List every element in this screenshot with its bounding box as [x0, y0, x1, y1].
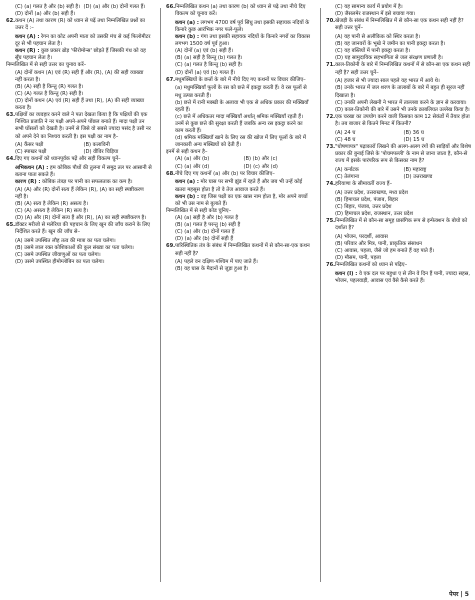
question-text: कथन (A) तथा कारण (R) को ध्यान से पढ़ें तथा निम्नलिखित प्रश्नों का उत्तर दें :– [15, 18, 145, 32]
answer-option: (B) (A) सही है किन्तु (R) गलत है। [15, 83, 84, 90]
question-number: 66. [166, 4, 176, 10]
instruction-text: इनमें से सही कथन है– [166, 149, 208, 156]
column-right [326, 4, 472, 285]
statement-text: कोबिक तंत्रज्ञ पर पानी का सफलताक का कम है। [40, 179, 133, 186]
question-text: डॉक्टर मरीजो से मलेरिया की पहचान के लिए खून की जाँच कराने के लिए निर्देशित करते हैं। खून की जाँच से– [15, 222, 150, 236]
statement-text: मोर घास पर सभी झुंड में रहते हैं और जब भी उन्हें कोई खतरा महसूस होता है तो वे तेज आवाज करते हैं। [175, 179, 303, 193]
question-number: 68. [166, 170, 176, 177]
question-text: "घोषणापत्र" पढ़ाकारों लिखने की अलग-अलग रंगों की साड़ियों और विशेष प्रकार की बुनाई जिसे के 'पोचमपल्ली' के नाम से जाना जाता है, कौन-से राज्य में इसके पारंपरिक रूप से किसका नाम है? [335, 143, 471, 165]
question-number: 73. [326, 143, 336, 150]
answer-option: (D) हिमाचल प्रदेश, राजस्थान, उत्तर प्रदेश [335, 211, 414, 218]
answer-option: (D) जैसलमेर राजस्थान में इसे बचाया गया। [335, 11, 416, 18]
statement [6, 34, 152, 48]
answer-option: (C) आवास, पहला, जैसे जो हम बनाते हैं वह पाते हैं। [335, 248, 435, 255]
answer-option: (b) छत्ते में रानी मक्खी के अलावा भी एक से अधिक प्रकार की मक्खियाँ रहती हैं। [175, 99, 309, 113]
column-left [6, 4, 152, 266]
statement [6, 48, 152, 62]
answer-option: (D) यह सामुदायिक सहभागिता से जल संरक्षण प्रणाली है। [335, 55, 443, 62]
answer-option: (C) (a) गलत है और (b) सही है। [15, 4, 81, 10]
column-divider [160, 8, 161, 582]
answer-option: (D) (a) और (b) दोनों सही हैं [175, 236, 234, 243]
answer-option: (C) स्पाखर पक्षी [15, 149, 47, 156]
question-text: खेजड़ी के संबंध में निम्नलिखित में से कौन-सा एक कथन सही नहीं है? सही उत्तर चुनें– [335, 18, 464, 32]
answer-option: (A) (A) और (R) दोनों सत्य हैं लेकिन (R), (A) का सही स्पष्टीकरण नहीं है। [15, 186, 144, 200]
answer-option: (C) उनकी अपनी लेखनी ने भारत में ताल्लबा करने के ज्ञान से करवाया। [335, 99, 467, 106]
instruction-text: निम्नलिखित में से सही कोड चुनिए– [166, 207, 232, 214]
answer-option: (C) (a) गलत है किन्तु (b) सही है। [175, 62, 243, 69]
question [326, 181, 472, 188]
question-number: 67. [166, 76, 176, 83]
answer-option: (B) परिवार और मित्र, पानी, प्राकृतिक संसाधन [335, 241, 423, 248]
answer-option: (D) (A) और (R) दोनों सत्य हैं और (R), (A) का सही स्पष्टीकरण है। [15, 214, 147, 221]
statement-text: वह जिस पक्षी का एक खास नाम होता है, मोर अपने बच्चों को भी उस नाम से बुलाते हैं। [175, 193, 308, 207]
answer-option: (D) दोनों (a) एवं (b) गलत हैं। [175, 69, 236, 76]
statement [6, 165, 152, 179]
question-text: निम्नलिखित कथन (a) तथा कारण (b) को ध्यान से पढ़े तथा नीचे दिए विकल्प को चुनाव करें। [175, 4, 306, 18]
answer-option: (A) (a) और (b) [175, 156, 210, 163]
answer-options-grid [6, 142, 152, 156]
question-number: 71. [326, 62, 336, 69]
answer-option: (C) (a) और (b) दोनों गलत हैं [175, 229, 235, 236]
question-text: निम्नलिखित कथनों को ध्यान से पढ़िए– [335, 262, 408, 269]
answer-option: (D) उत्तराखण्ड [403, 173, 433, 180]
answer-option: (D) वीविर चिड़िया [83, 149, 119, 156]
question [326, 62, 472, 76]
answer-option: (c) छत्ते में अधिकतर मादा मक्खियाँ अर्थात् श्रमिक मक्खियाँ रहती हैं। उनमें से कुछ छत्ते की सुरक्षा करती हैं जबकि अन्य रस इकट्ठा करने का काम करती हैं। [175, 113, 303, 135]
page-footer: पेपर | 5 [449, 591, 469, 598]
question-text: एक चरखा का उपयोग करने वाली किसका काम 12 सेकंडों में तैयार होता है। तब बाजार से कितने मिनट में कितनी? [335, 113, 470, 127]
column-middle [166, 4, 312, 273]
answer-option: (B) यह घास के मैदानों से जुड़ा हुआ है। [175, 266, 249, 273]
answer-option: (A) पहले वन दक्षिण-पश्चिम में पाए जाते हैं। [175, 259, 258, 266]
answer-option: (A) दोनों (a) एवं (b) सही हैं। [175, 48, 233, 55]
answer-option: (A) दोनों कथन (A) एवं (R) सही हैं और (R), (A) की सही व्याख्या नहीं करता है। [15, 69, 144, 83]
question-number: 76. [326, 262, 336, 269]
answer-option: (B) (A) सत्य है लेकिन (R) असत्य है। [15, 200, 88, 207]
answer-option: (D) (c) और (d) [243, 163, 278, 170]
answer-option: (D) 15 घ [403, 136, 425, 143]
answer-option: (B) (b) और (c) [243, 156, 278, 163]
statement [166, 20, 312, 34]
statement-label: अभिकथन (A) : [15, 165, 49, 172]
question-text: नीचे दिए गए कथनों (a) और (b) पर विचार कीजिए– [175, 170, 275, 177]
answer-option: (C) (A) असत्य है लेकिन (R) सत्य है। [15, 207, 88, 214]
question-number: 64. [6, 156, 16, 163]
answer-option: (B) (a) सही है किन्तु (b) गलत है। [175, 55, 243, 62]
question-text: दिए गए कथनों को ध्यानपूर्वक पढ़ें और सही विकल्प चुनें– [15, 156, 121, 163]
answer-option: (D) मौसम, पानी, पहला [335, 255, 381, 262]
answer-option: (D) दोनों (a) और (b) सही हैं। [15, 11, 76, 18]
answer-option: (A) उसमे उपस्थित लौह तत्व की मात्रा का पता चलेगा। [15, 237, 116, 244]
answer-option: (B) कलाविनी [83, 142, 110, 149]
statement [326, 271, 472, 285]
answer-option: (D) (a) और (b) दोनों गलत हैं। [83, 4, 146, 10]
question-number: 74. [326, 181, 336, 187]
question [6, 156, 152, 163]
question [6, 18, 152, 32]
column-divider [320, 8, 321, 582]
statement-text: वे एक दल पर बहुधा ए से तीन वे दिन हैं पानी, ज्यादा सहस्र, भोजन, पहलवाड़ी, आवास एवं वैसे कैसे करते हैं। [335, 271, 470, 285]
question [166, 4, 312, 18]
question-text: पारिस्थितिक तंत्र के संबंध में निम्नलिखित कथनों में से कौन-सा-एक कथन सही नहीं है? [175, 243, 310, 257]
answer-option: (B) उसमे लाल रक्त कोशिकाओं की कुल संख्या का पता चलेगा। [15, 244, 134, 251]
question [6, 112, 152, 140]
statement-label: कथन (R) : [15, 48, 40, 55]
question-text: निम्नलिखित में से कौन-सा समूह प्रासंगिक रूप से इन्फेक्शन के बोयो को दर्शाता है? [335, 218, 468, 232]
question-text: पक्षियों का व्यवहार करने वाले ने पता देखता किया है कि पक्षियों की एक निश्चित प्रजाति ने नर पक्षी अपने-अपने पोंछल बनाते हैं। मादा पक्षी उन सभी घोंसलों को देखती है। उनमें से जिसे वो सबसे ज्यादा पसंद है उसी नर को अपने देने का निश्चय करती है। इस पक्षी का नाम है– [15, 112, 151, 140]
statement-text: हम कोबिक पौधों की तुलना में समुद्र तल पर आसानी से बताना पाता सकते हैं। [15, 165, 152, 179]
question-number: 69. [166, 243, 176, 250]
answer-option: (C) (A) गलत है किन्तु (R) सही है। [15, 90, 84, 97]
answer-option: (C) बिहार, पंजाब, उत्तर प्रदेश [335, 203, 392, 210]
answer-option: (A) कर्नाटक [335, 166, 359, 173]
statement [6, 179, 152, 186]
answer-option: (C) यह सामान्य कार्य में प्रयोग में है। [335, 4, 403, 10]
answer-option: (C) तेलंगाना [335, 173, 360, 180]
statement-label: कारण (R) : [15, 179, 41, 186]
answer-option: (C) उसमे उपस्थित जीवाणुओं का पता चलेगा। [15, 252, 101, 259]
answer-option: (C) (a) और (d) [175, 163, 210, 170]
statement [166, 194, 312, 208]
question [326, 114, 472, 128]
answer-option: (d) श्रमिक मक्खियाँ खाने के लिए रस की खोज में लिए फूलों के बारे में जानकारी अन्य मक्खियों को देती हैं। [175, 135, 306, 149]
answer-option: (B) (a) गलत है परन्तु (b) सही है [175, 222, 241, 229]
statement [166, 179, 312, 193]
question-number: 72. [326, 113, 336, 120]
statement-text: गंगा तथा इसकी सहायक नदियों के किनारे नगरों का विकास लगभग 1500 वर्ष पूर्व हुआ। [175, 34, 311, 48]
question [326, 262, 472, 269]
statement-text: कुछ प्रकार ब्रोड़ 'फीरोमोन्स' छोड़ते हैं जिसकी गंध को वह सूँघ पहचान लेता है। [15, 48, 146, 62]
statement-label: कथन (b) : [175, 193, 200, 200]
question [326, 144, 472, 165]
question [326, 218, 472, 232]
answer-option: (A) हजार से भी ज्यादा साल पहले यह भारत में आये थे। [335, 78, 440, 85]
question-number: 63. [6, 112, 16, 119]
question-number: 65. [6, 222, 16, 229]
statement-label: कथन (I) : [335, 271, 358, 278]
answer-option: (C) यह बस्तियों में पानी इकट्ठा करता है। [335, 48, 411, 55]
answer-option: (A) यह पानी से अलौकिक को स्थिर करता है। [335, 34, 421, 41]
question [6, 222, 152, 236]
answer-option: (B) यह जानवरों के भूखे ने जमीन का पानी इकट्ठा करता है। [335, 41, 446, 48]
statement [166, 34, 312, 48]
statement-text: लगभग 4700 वर्ष पूर्व सिंधु तथा इसकी सहायक नदियों के किनारे कुछ आरंभिक नगर फले-फूले। [175, 19, 310, 33]
answer-options-grid [166, 156, 312, 170]
instruction-text: निम्नलिखित में से सही उत्तर का चुनाव करें– [6, 62, 87, 69]
statement-label: कथन (a) : [175, 179, 199, 186]
answer-option: (D) दोनों कथन (A) एवं (R) सही हैं तथा (R), (A) की सही व्याख्या करता है। [15, 98, 145, 112]
answer-option: (B) उनके भारत में जल शरण के तालाबों के बारे में बहुत ही सूरज नहीं दिखाता है। [335, 85, 465, 99]
answer-option: (B) महाराष्ट्र [403, 166, 427, 173]
answer-option: (D) काल-तिकोनी की बारे में उसने भी उनके क़ाबलियत उल्लेख किया है। [335, 106, 470, 113]
statement-label: कथन (A) : [15, 34, 40, 41]
question-number: 62. [6, 18, 16, 25]
answer-option: (A) भोजन, परदर्शी, आवास [335, 233, 388, 240]
question-text: मधुमक्खियों के छत्तों के बारे में नीचे दिए गए कथनों पर विचार कीजिए– [175, 76, 306, 83]
statement-text: रेगन का कोट अपनी माता को उसकी मंच से कई फिलोमीटर दूर से भी पहचान लेता है। [15, 34, 151, 48]
answer-option: (B) हिमाचल प्रदेश, पंजाब, बिहार [335, 196, 399, 203]
question-number: 70. [326, 18, 336, 25]
answer-option: (A) 24 घ [335, 129, 356, 136]
answer-options-grid [326, 130, 472, 144]
question-text: काल-तिकोनी के बारे में निम्नलिखित कथनों में से कौन-सा एक कथन सही नहीं है? सही उत्तर चुनें– [335, 62, 471, 76]
question [326, 18, 472, 32]
answer-option: (A) कैंसर पक्षी [15, 142, 44, 149]
answer-option: (C) 48 घ [335, 136, 356, 143]
answer-option: (D) उसमे उपस्थित हीमोग्लोबिन का पता चलेगा। [15, 259, 105, 266]
answer-option: (a) मधुमक्खियाँ फूलों के रस को छत्ते में इकट्ठा करती हैं। वे रस फूलों से मधु उत्पन्न करती हैं। [175, 85, 307, 99]
question [166, 77, 312, 84]
question [166, 243, 312, 257]
question [166, 171, 312, 178]
statement-label: कथन (b) : [175, 34, 200, 41]
answer-option: (A) उत्तर प्रदेश, उत्तराखण्ड, मध्य प्रदेश [335, 189, 408, 196]
answer-option: (B) 36 घ [403, 129, 424, 136]
question-number: 75. [326, 218, 336, 225]
statement-label: कथन (a) : [175, 19, 199, 26]
question-text: हरियाणा के सीमावर्ती राज्य हैं– [335, 181, 393, 187]
answer-option: (A) (a) सही है और (b) गलत है [175, 214, 239, 221]
answer-options-grid [326, 167, 472, 181]
